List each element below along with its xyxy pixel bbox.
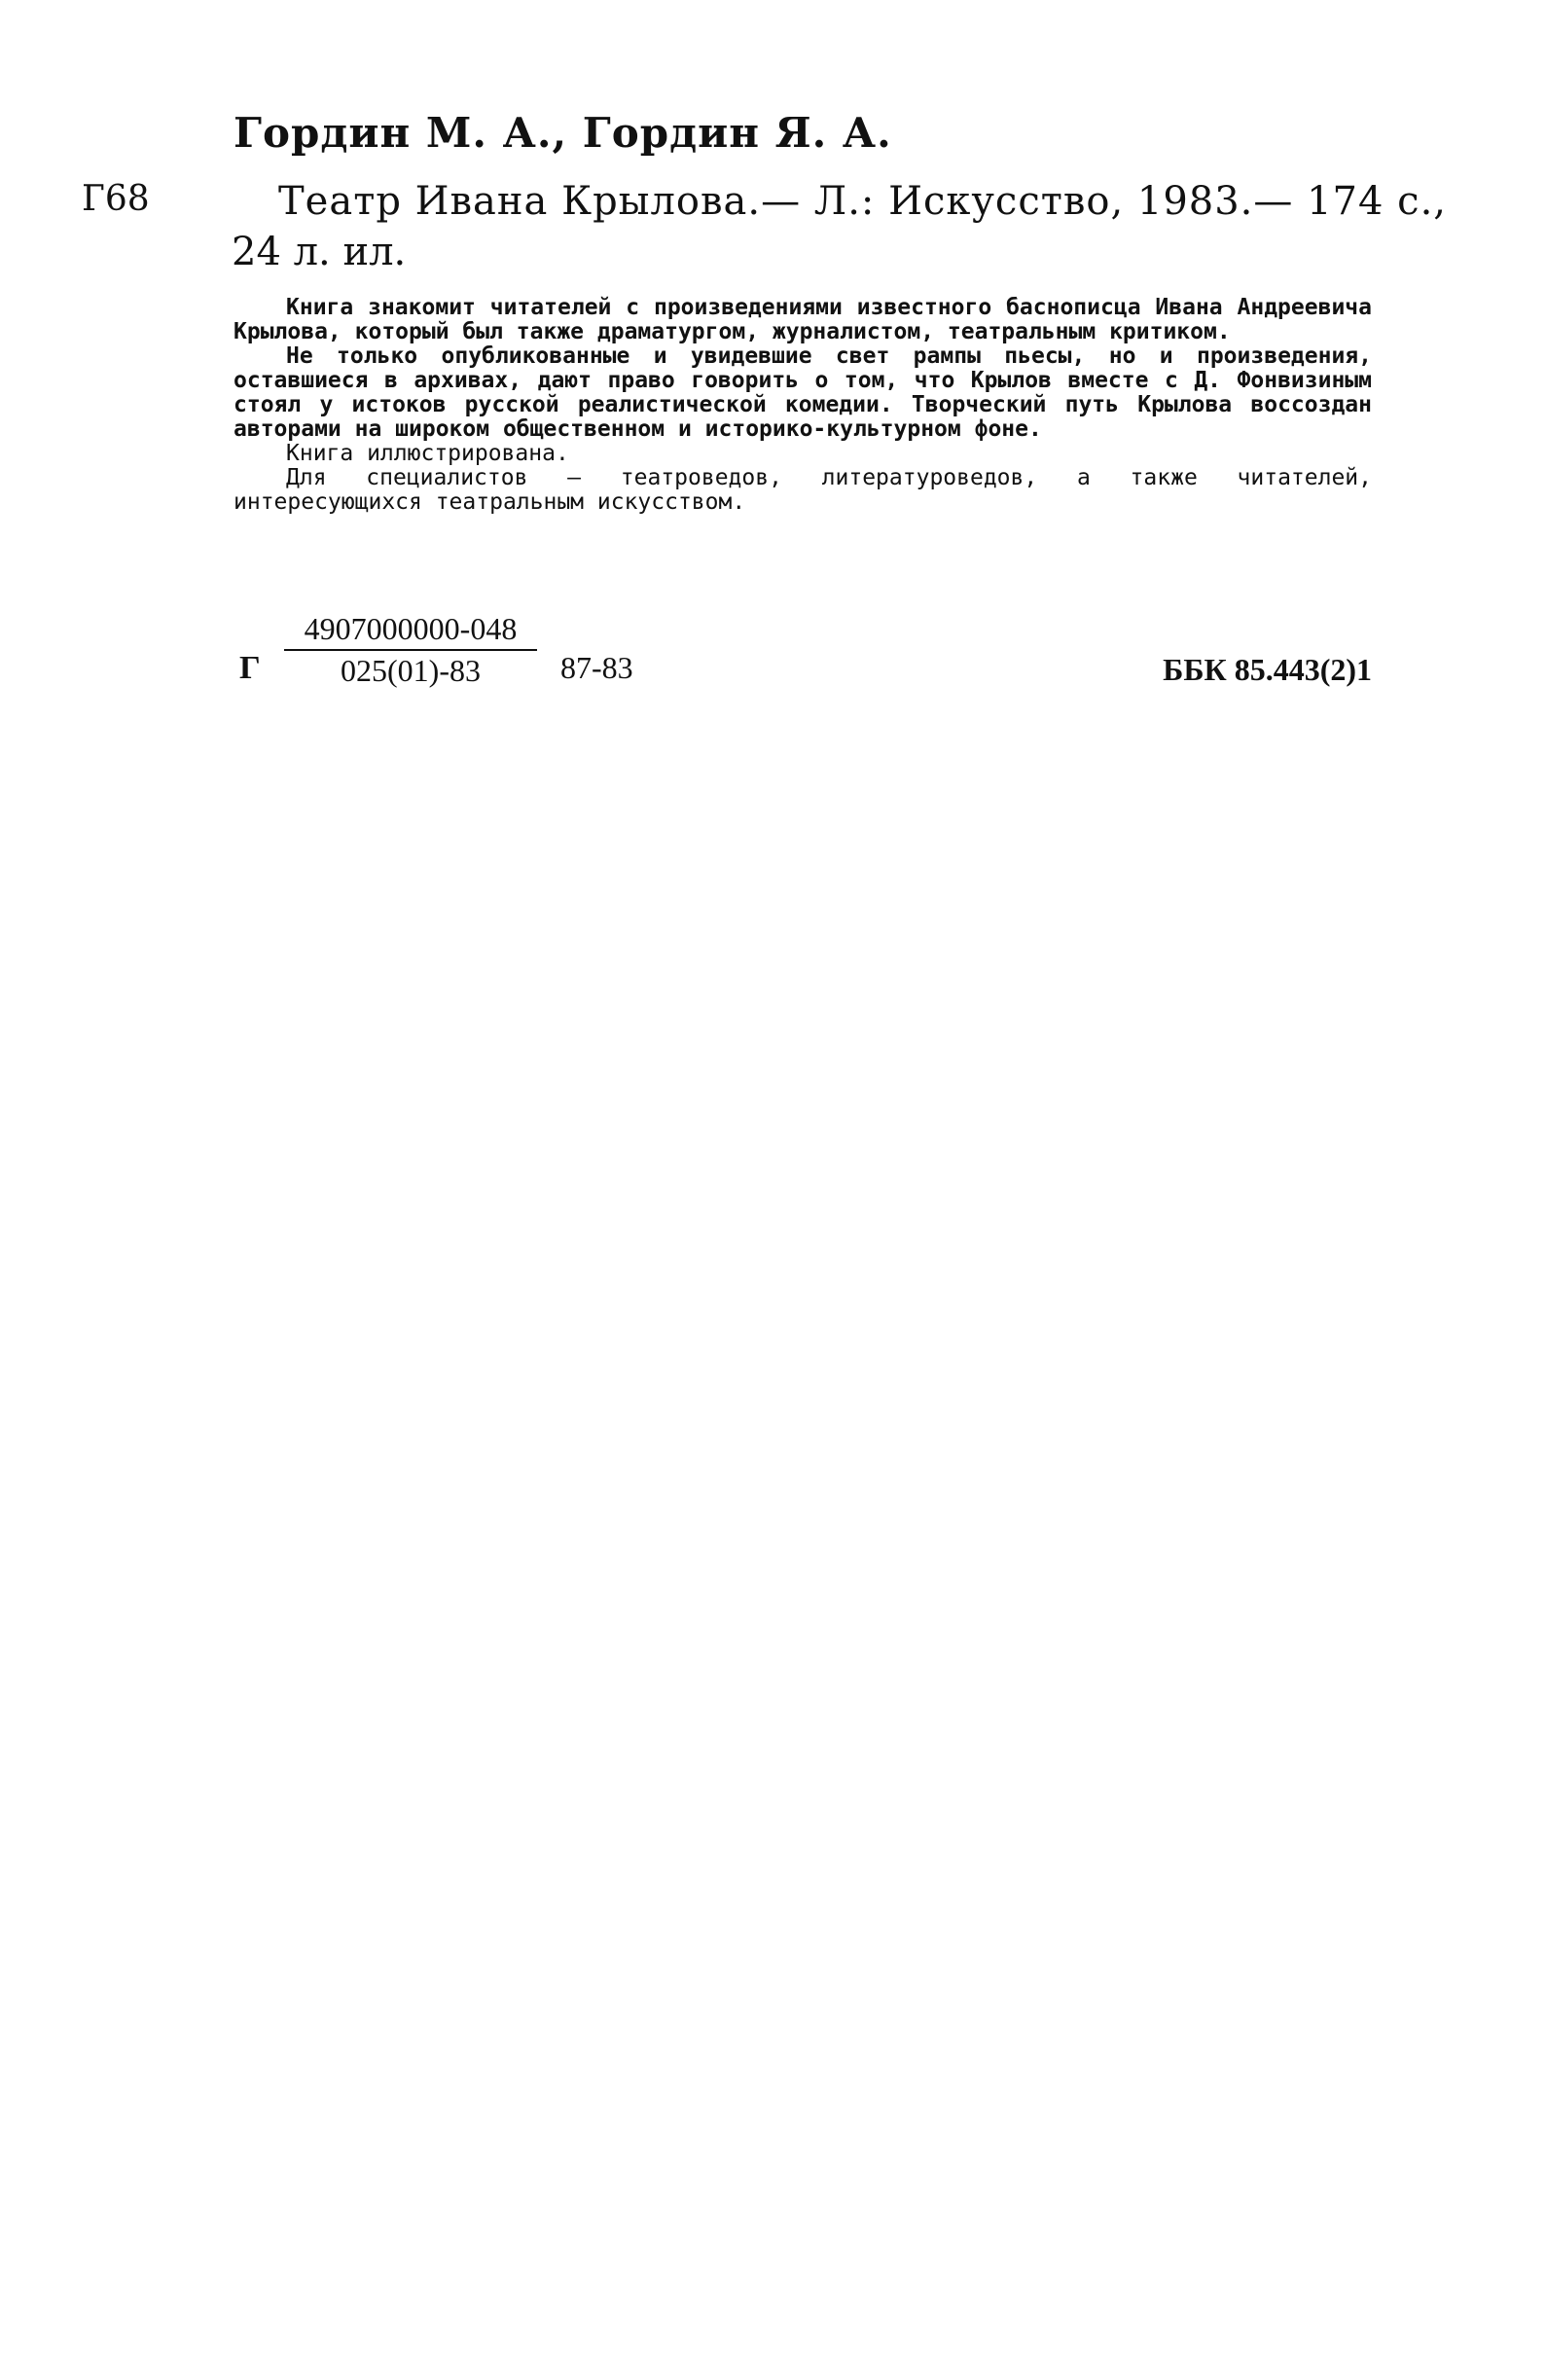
publishing-index-row — [239, 611, 1378, 708]
index-numerator: 4907000000-048 — [284, 611, 537, 651]
abstract-paragraph: Книга знакомит читателей с произведениями известного баснописца Ивана Андреевича Крылова, который был также драматургом, журналистом, театральным критиком. — [234, 295, 1372, 344]
abstract-paragraph: Для специалистов — театроведов, литературоведов, а также читателей, интересующихся театральным искусством. — [234, 465, 1372, 515]
index-letter: Г — [239, 650, 261, 686]
bibliographic-description-continued: 24 л. ил. — [232, 230, 407, 274]
abstract-block — [234, 296, 1372, 515]
authors-heading: Гордин М. А., Гордин Я. А. — [234, 109, 892, 157]
abstract-paragraph: Не только опубликованные и увидевшие свет рампы пьесы, но и произведения, оставшиеся в архивах, дают право говорить о том, что Крылов вместе с Д. Фонвизиным стоял у истоков русской реалистической комедии. Творческий путь Крылова воссоздан авторами на широком общественном и историко-культурном фоне. — [234, 343, 1372, 442]
bibliographic-description: Театр Ивана Крылова.— Л.: Искусство, 1983.— 174 с., — [278, 179, 1447, 224]
index-denominator: 025(01)-83 — [341, 653, 481, 688]
index-code: 87-83 — [560, 650, 633, 685]
abstract-paragraph: Книга иллюстрирована. — [286, 441, 569, 466]
bbk-code: ББК 85.443(2)1 — [1163, 652, 1372, 687]
classification-code: Г68 — [82, 179, 150, 219]
index-fraction — [284, 611, 537, 689]
